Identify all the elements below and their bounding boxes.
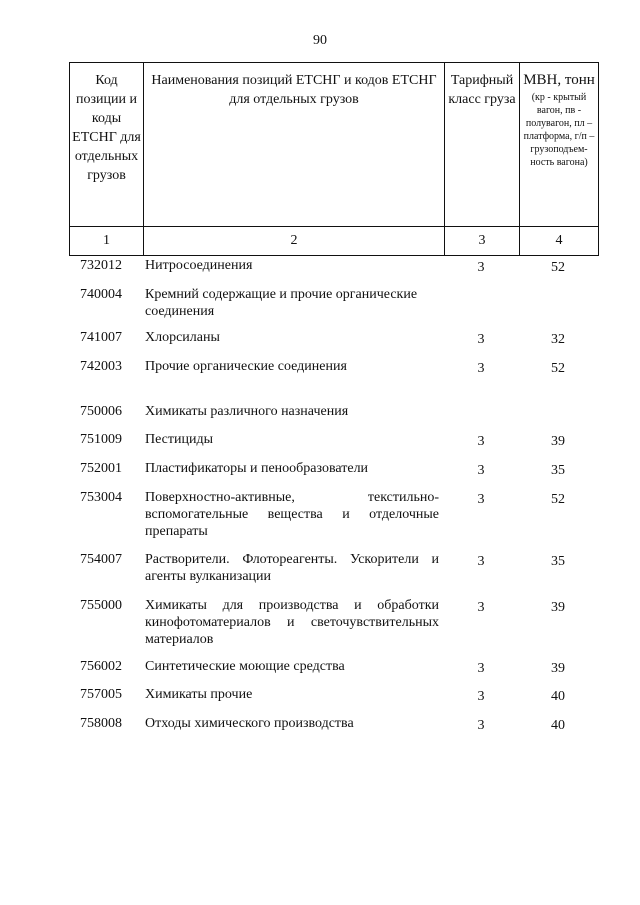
row-class: 3: [477, 661, 485, 676]
row-class: 3: [477, 260, 485, 275]
row-mvn: 39: [551, 434, 565, 449]
header-name: Наименования позиций ЕТСНГ и кодов ЕТСНГ для отдельных грузов: [151, 73, 437, 107]
row-mvn: 35: [551, 463, 565, 478]
row-code: 752001: [80, 461, 122, 476]
row-mvn: 40: [551, 689, 565, 704]
column-number: 3: [478, 233, 486, 248]
row-code: 755000: [80, 598, 122, 613]
row-code: 751009: [80, 432, 122, 447]
row-class: 3: [477, 554, 485, 569]
row-name: Нитросоединения: [145, 258, 253, 273]
row-name: Кремний содержащие и прочие органические соединения: [145, 287, 418, 319]
row-code: 750006: [80, 404, 122, 419]
row-code: 753004: [80, 490, 122, 505]
column-number: 1: [103, 233, 110, 248]
row-code: 757005: [80, 687, 122, 702]
row-code: 756002: [80, 659, 122, 674]
header-mvn-title: МВН, тонн: [523, 72, 595, 88]
row-code: 732012: [80, 258, 122, 273]
row-class: 3: [477, 718, 485, 733]
row-mvn: 52: [551, 361, 565, 376]
table-header: [69, 62, 599, 256]
row-code: 741007: [80, 330, 122, 345]
row-code: 742003: [80, 359, 122, 374]
row-name: Синтетические моющие средства: [145, 659, 345, 674]
row-mvn: 35: [551, 554, 565, 569]
row-name: Растворители. Флотореагенты. Ускорители и агенты вулканизации: [145, 552, 439, 584]
row-name: Химикаты различного назначения: [145, 404, 349, 419]
page-number: 90: [313, 33, 327, 48]
row-mvn: 40: [551, 718, 565, 733]
row-mvn: 39: [551, 661, 565, 676]
column-number: 4: [555, 233, 563, 248]
row-mvn: 39: [551, 600, 565, 615]
row-code: 754007: [80, 552, 122, 567]
row-class: 3: [477, 689, 485, 704]
row-class: 3: [477, 600, 485, 615]
row-class: 3: [477, 361, 485, 376]
header-code: Код позиции и коды ЕТСНГ для отдельных грузов: [72, 73, 141, 183]
row-mvn: 32: [551, 332, 565, 347]
header-tariff-class: Тарифный класс груза: [448, 73, 516, 107]
row-class: 3: [477, 492, 485, 507]
column-number: 2: [290, 233, 298, 248]
row-name: Пестициды: [145, 432, 214, 447]
row-mvn: 52: [551, 260, 565, 275]
row-class: 3: [477, 463, 485, 478]
row-name: Поверхностно-активные, текстильно-вспомогательные вещества и отделочные препараты: [145, 490, 439, 539]
row-code: 740004: [80, 287, 122, 302]
row-class: 3: [477, 434, 485, 449]
header-mvn-note: (кр - крытый вагон, пв - полувагон, пл – платформа, г/п – грузоподъем-ность вагона): [523, 92, 595, 168]
row-name: Химикаты для производства и обработки кинофотоматериалов и светочувствительных материалов: [145, 598, 439, 647]
row-name: Хлорсиланы: [145, 330, 220, 345]
row-code: 758008: [80, 716, 122, 731]
row-name: Отходы химического производства: [145, 716, 354, 731]
row-class: 3: [477, 332, 485, 347]
row-name: Химикаты прочие: [145, 687, 253, 702]
row-mvn: 52: [551, 492, 565, 507]
row-name: Прочие органические соединения: [145, 359, 347, 374]
header-mvn: [520, 63, 598, 169]
row-name: Пластификаторы и пенообразователи: [145, 461, 369, 476]
